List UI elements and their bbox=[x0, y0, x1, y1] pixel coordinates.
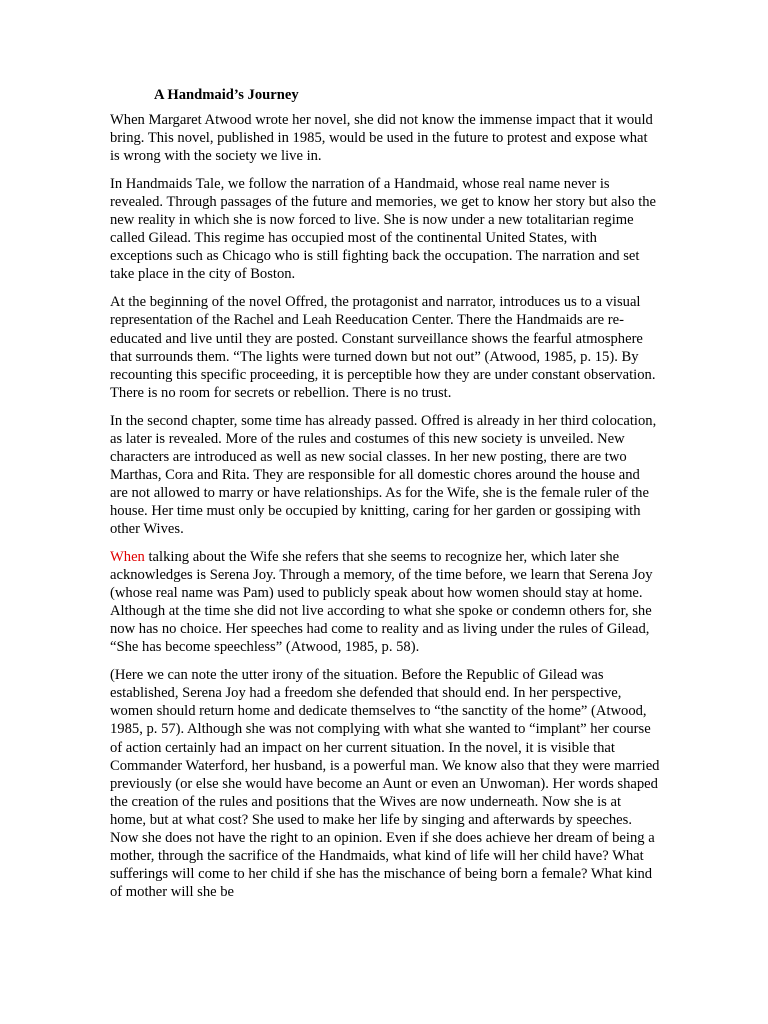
paragraph-3: At the beginning of the novel Offred, the protagonist and narrator, introduces us to a visual representation of the Rachel and Leah Reeducation Center. There the Handmaids are re-educated and live until they are posted. Constant surveillance shows the fearful atmosphere that surrounds them. “The lights were turned down but not out” (Atwood, 1985, p. 15). By recounting this specific proceeding, it is perceptible how they are under constant observation. There is no room for secrets or rebellion. There is no trust. bbox=[110, 294, 656, 401]
paragraph-5-text: talking about the Wife she refers that she seems to recognize her, which later she acknowledges is Serena Joy. Through a memory, of the time before, we learn that Serena Joy (whose real name was Pam) used to publicly speak about how women should stay at home. Although at the time she did not live according to what she spoke or condemn others for, she now has no choice. Her speeches had come to reality and as living under the rules of Gilead, “She has become speechless” (Atwood, 1985, p. 58). bbox=[110, 549, 653, 656]
paragraph-2: In Handmaids Tale, we follow the narration of a Handmaid, whose real name never is revealed. Through passages of the future and memories, we get to know her story but also the new reality in which she is now forced to live. She is now under a new totalitarian regime called Gilead. This regime has occupied most of the continental United States, with exceptions such as Chicago who is still fighting back the occupation. The narration and set take place in the city of Boston. bbox=[110, 176, 657, 283]
paragraph-1: When Margaret Atwood wrote her novel, she did not know the immense impact that it would bring. This novel, published in 1985, would be used in the future to protest and expose what is wrong with the society we live in. bbox=[110, 112, 653, 165]
paragraph-5 bbox=[110, 548, 660, 656]
document-title: A Handmaid’s Journey bbox=[154, 87, 299, 103]
paragraph-6: (Here we can note the utter irony of the situation. Before the Republic of Gilead was established, Serena Joy had a freedom she defended that should end. In her perspective, women should return home and dedicate themselves to “the sanctity of the home” (Atwood, 1985, p. 57). Although she was not complying with what she wanted to “implant” her course of action certainly had an impact on her current situation. In the novel, it is visible that Commander Waterford, her husband, is a powerful man. We know also that they were married previously (or else she would have become an Aunt or even an Unwoman). Her words shaped the creation of the rules and positions that the Wives are now underneath. Now she is at home, but at what cost? She used to make her life by singing and afterwards by speeches. Now she does not have the right to an opinion. Even if she does achieve her dream of being a mother, through the sacrifice of the Handmaids, what kind of life will her child have? What sufferings will come to her child if she has the mischance of being born a female? What kind of mother will she be bbox=[110, 667, 660, 900]
paragraph-4: In the second chapter, some time has already passed. Offred is already in her third colocation, as later is revealed. More of the rules and costumes of this new society is unveiled. New characters are introduced as well as new social classes. In her new posting, there are two Marthas, Cora and Rita. They are responsible for all domestic chores around the house and are not allowed to marry or have relationships. As for the Wife, she is the female ruler of the house. Her time must only be occupied by knitting, caring for her garden or gossiping with other Wives. bbox=[110, 412, 657, 537]
highlighted-word: When bbox=[110, 549, 145, 566]
